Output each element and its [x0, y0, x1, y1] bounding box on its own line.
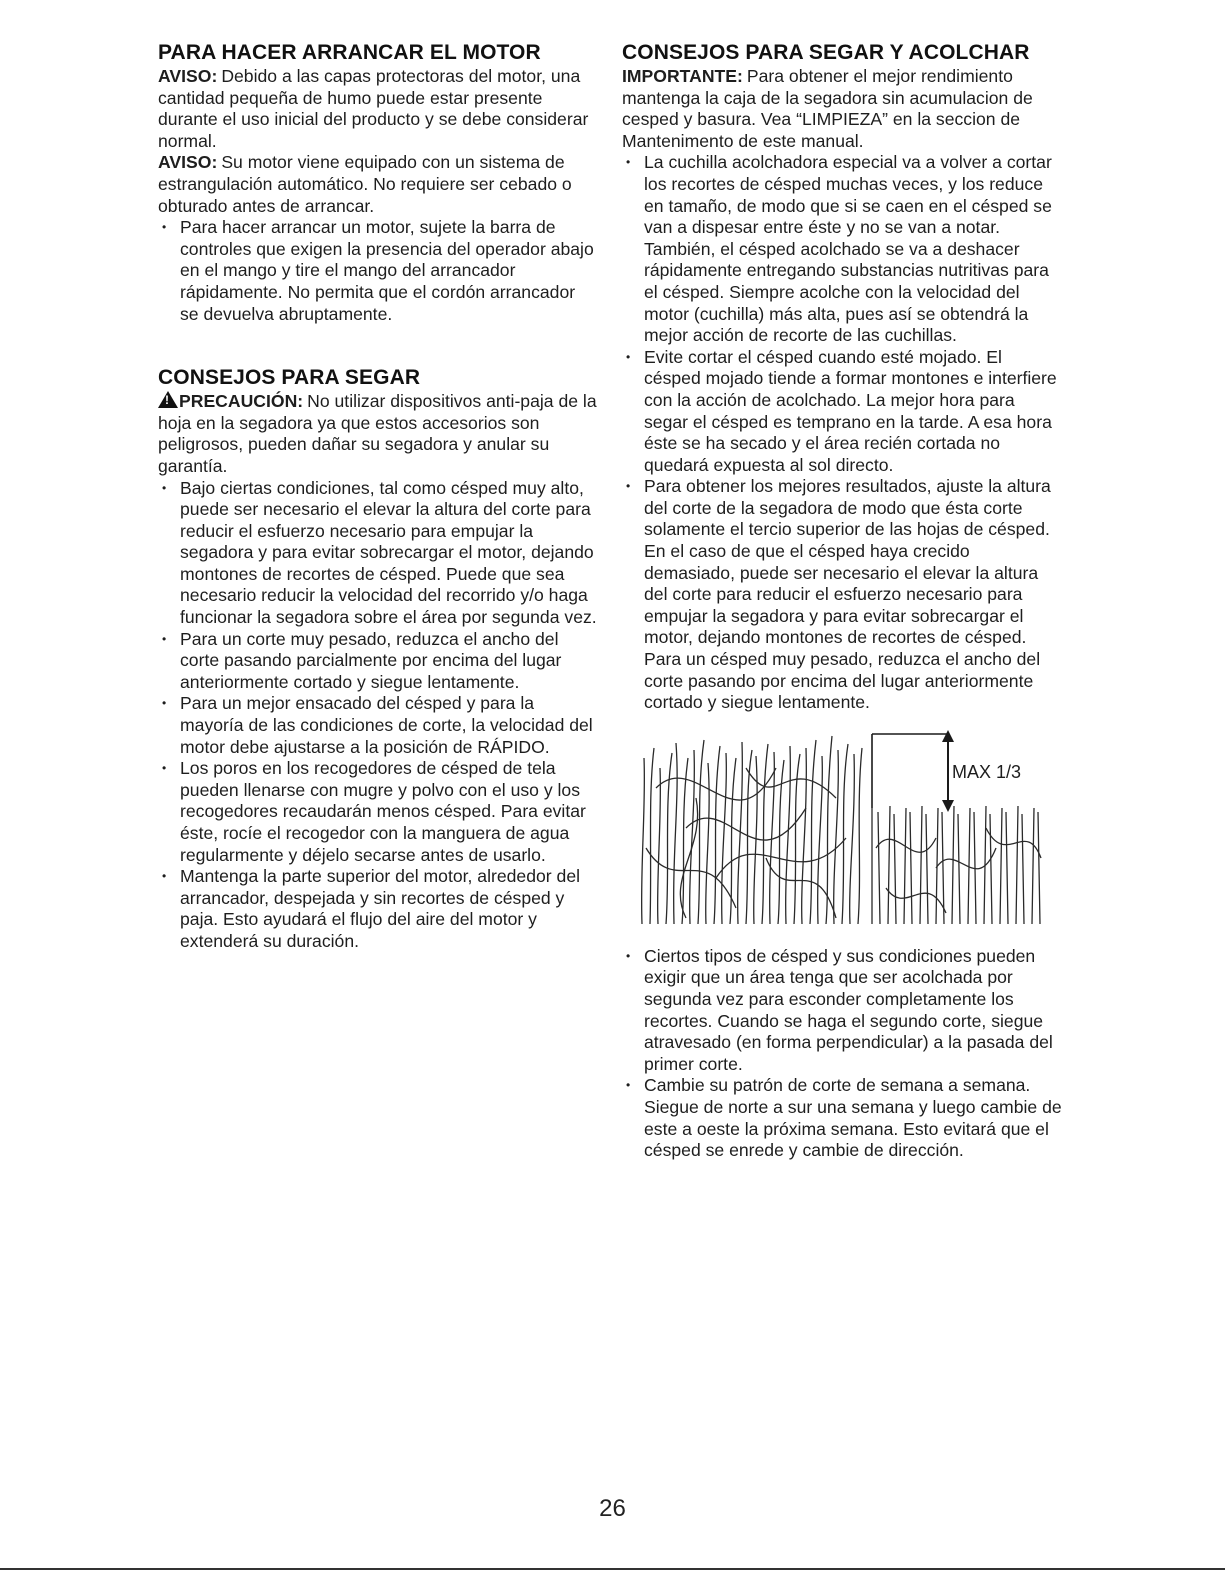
notice-text-1: Debido a las capas protectoras del motor, una cantidad pequeña de humo puede estar presente durante el uso inicial del producto y se debe considerar normal.: [158, 66, 589, 151]
list-item: • Mantenga la parte superior del motor, alrededor del arrancador, despejada y sin recortes de césped y paja. Esto ayudará el flujo del aire del motor y extenderá su duración.: [158, 866, 598, 952]
important-text: Para obtener el mejor rendimiento mantenga la caja de la segadora sin acumulacion de cesped y basura. Vea “LIMPIEZA” en la seccion de Mantenimento de este manual.: [622, 66, 1033, 151]
mulching-bullet-list-2: [622, 946, 1062, 1162]
bottom-divider: [0, 1568, 1225, 1570]
caution-text: No utilizar dispositivos anti-paja de la hoja en la segadora ya que estos accesorios son peligrosos, pueden dañar su segadora y anular su garantía.: [158, 391, 597, 476]
starting-engine-heading: PARA HACER ARRANCAR EL MOTOR: [158, 41, 541, 64]
max-cut-label: MAX 1/3: [952, 761, 1022, 782]
list-item: • Ciertos tipos de césped y sus condiciones pueden exigir que un área tenga que ser acolchada por segunda vez para esconder completamente los recortes. Cuando se haga el segundo corte, siegue atravesado (en forma perpendicular) a la pasada del primer corte.: [622, 946, 1062, 1076]
grass-height-illustration: [636, 728, 1046, 928]
list-item: • Cambie su patrón de corte de semana a semana. Siegue de norte a sur una semana y luego cambie de este a oeste la próxima semana. Esto evitará que el césped se enrede y cambie de dirección.: [622, 1075, 1062, 1161]
list-item: • Para hacer arrancar un motor, sujete la barra de controles que exigen la presencia del operador abajo en el mango y tire el mango del arrancador rápidamente. No permita que el cordón arrancador se devuelva abruptamente.: [158, 217, 598, 325]
page-number: 26: [599, 1495, 626, 1522]
important-paragraph: [622, 66, 1062, 152]
list-item: • Para obtener los mejores resultados, ajuste la altura del corte de la segadora de modo que ésta corte solamente el tercio superior de las hojas de césped. En el caso de que el césped haya crecido demasiado, puede ser necesario el elevar la altura del corte para reducir el esfuerzo necesario para empujar la segadora y para evitar sobrecargar el motor, dejando montones de recortes de césped. Para un césped muy pesado, reduzca el ancho del corte pasando por encima del lugar anteriormente cortado y siegue lentamente.: [622, 476, 1062, 714]
notice-label-1: AVISO:: [158, 66, 218, 86]
list-item: • Los poros en los recogedores de césped de tela pueden llenarse con mugre y polvo con el uso y los recogedores recaudarán menos césped. Para evitar éste, rocíe el recogedor con la manguera de agua regularmente y déjelo secarse antes de usarlo.: [158, 758, 598, 866]
starting-bullet-list: [158, 217, 598, 325]
notice-label-2: AVISO:: [158, 152, 218, 173]
right-column: [622, 40, 1062, 1162]
list-item: • Bajo ciertas condiciones, tal como césped muy alto, puede ser necesario el elevar la altura del corte para reducir el esfuerzo necesario para empujar la segadora y para evitar sobrecargar el motor, dejando montones de recortes de césped. Puede que sea necesario reducir la velocidad del recorrido y/o haga funcionar la segadora sobre el área por segunda vez.: [158, 478, 598, 629]
notice-paragraph-2: [158, 152, 598, 217]
notice-paragraph-1: [158, 66, 598, 152]
mulching-tips-heading: CONSEJOS PARA SEGAR Y ACOLCHAR: [622, 41, 1030, 64]
mowing-bullet-list: [158, 478, 598, 953]
mulching-bullet-list: [622, 152, 1062, 713]
list-item: • La cuchilla acolchadora especial va a volver a cortar los recortes de césped muchas veces, y los reduce en tamaño, de modo que si se caen en el césped se van a dispesar entre éste y no se van a notar. También, el césped acolchado se va a deshacer rápidamente entregando substancias nutritivas para el césped. Siempre acolche con la velocidad del motor (cuchilla) más alta, pues así se obtendrá la mejor acción de recorte de las cuchillas.: [622, 152, 1062, 346]
list-item: • Para un mejor ensacado del césped y para la mayoría de las condiciones de corte, la velocidad del motor debe ajustarse a la posición de RÁPIDO.: [158, 693, 598, 758]
important-label: IMPORTANTE:: [622, 66, 743, 86]
caution-label: PRECAUCIÓN:: [179, 391, 304, 412]
caution-paragraph: [158, 391, 598, 477]
list-item: • Evite cortar el césped cuando esté mojado. El césped mojado tiende a formar montones e interfiere con la acción de acolchado. La mejor hora para segar el césped es temprano en la tarde. A esa hora éste se ha secado y el área recién cortada no quedará expuesta al sol directo.: [622, 347, 1062, 477]
grass-blades-drawing: [636, 728, 1046, 928]
left-column: [158, 40, 598, 953]
mowing-tips-heading: CONSEJOS PARA SEGAR: [158, 366, 421, 390]
warning-triangle-icon: [158, 391, 178, 408]
notice-text-2: Su motor viene equipado con un sistema de estrangulación automático. No requiere ser cebado o obturado antes de arrancar.: [158, 152, 572, 216]
list-item: • Para un corte muy pesado, reduzca el ancho del corte pasando parcialmente por encima del lugar anteriormente cortado y siegue lentamente.: [158, 629, 598, 694]
